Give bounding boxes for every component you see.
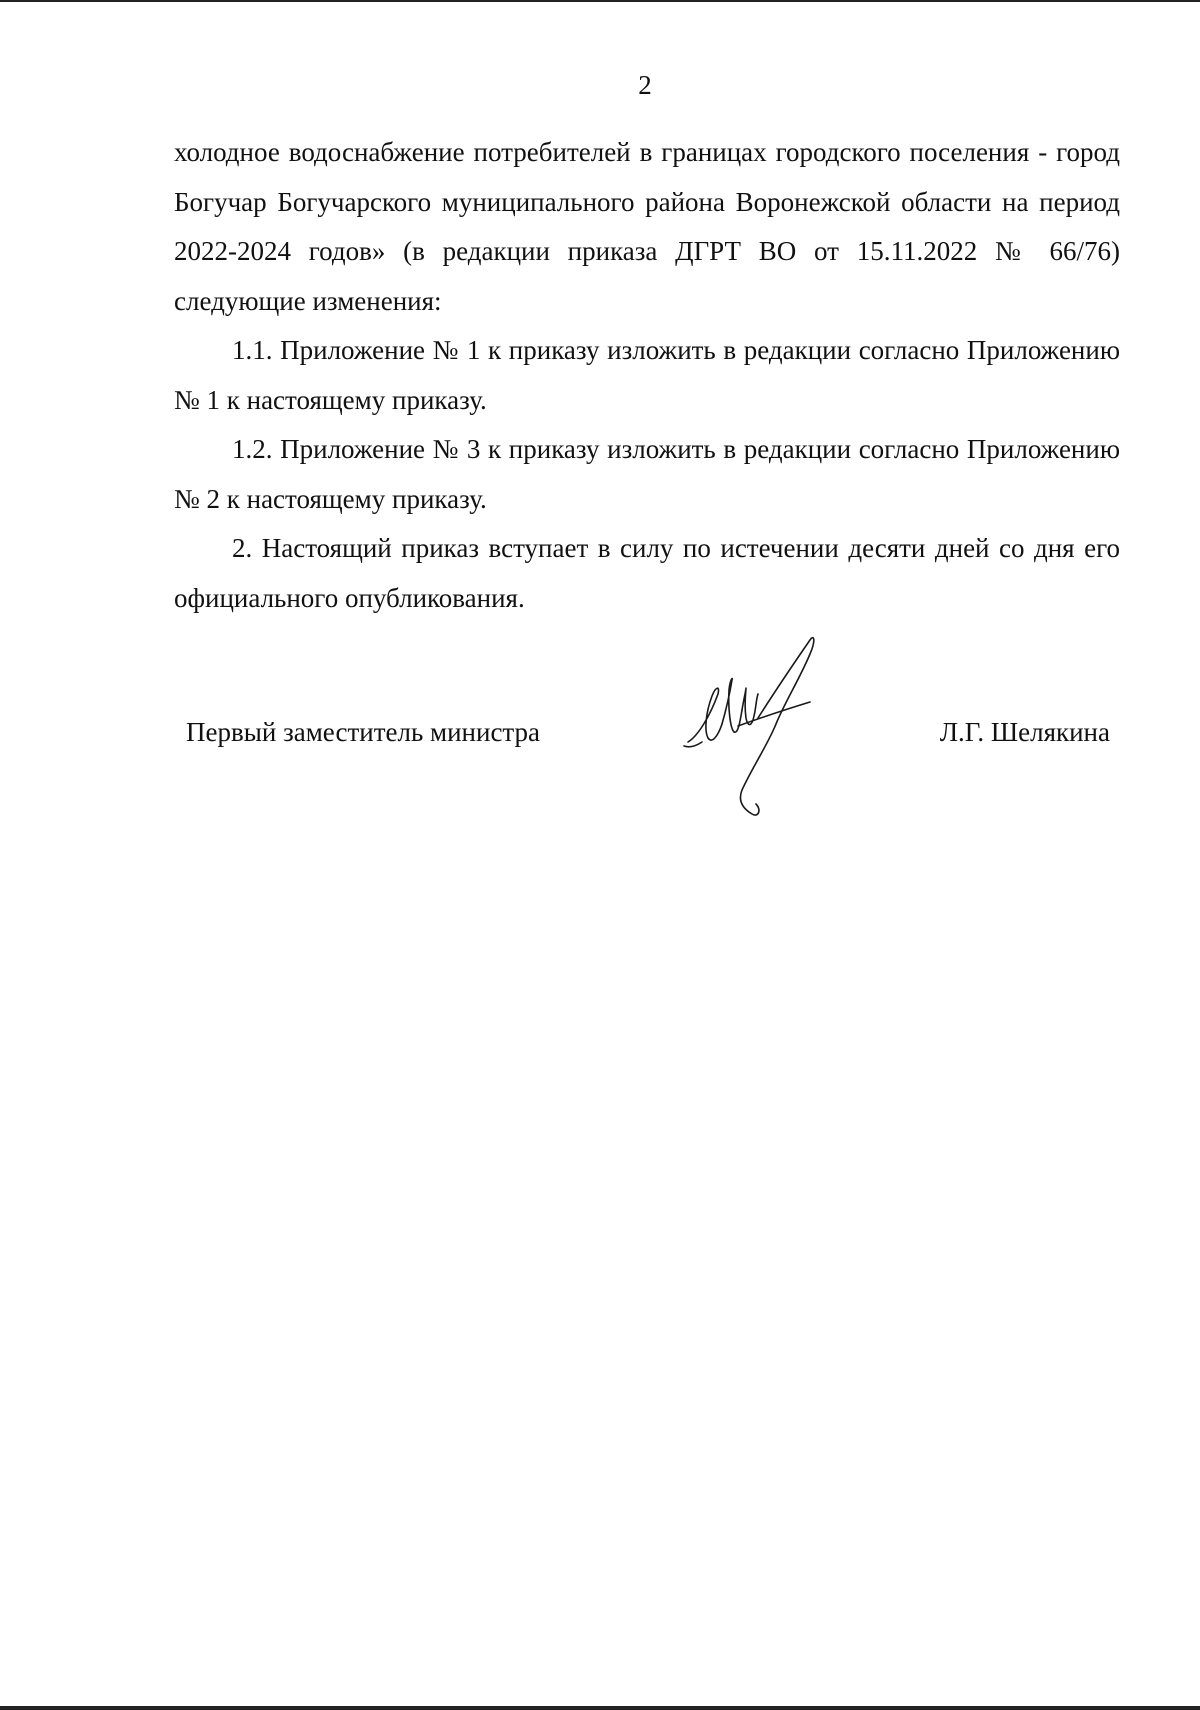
paragraph-item-1-2: 1.2. Приложение № 3 к приказу изложить в редакции согласно Приложению № 2 к настоящему приказу. <box>174 434 1120 514</box>
scan-edge-bottom <box>0 1706 1200 1710</box>
paragraph-item-1-1: 1.1. Приложение № 1 к приказу изложить в редакции согласно Приложению № 1 к настоящему приказу. <box>174 335 1120 415</box>
page-number: 2 <box>638 70 652 100</box>
paragraph-item-2: 2. Настоящий приказ вступает в силу по истечении десяти дней со дня его официального опубликования. <box>174 533 1120 613</box>
handwritten-signature-icon <box>680 632 850 820</box>
signatory-position: Первый заместитель министра <box>186 717 541 747</box>
signatory-name: Л.Г. Шелякина <box>939 717 1110 747</box>
document-body <box>174 128 1120 623</box>
paragraph-continuation: холодное водоснабжение потребителей в границах городского поселения - город Богучар Богучарского муниципального района Воронежской области на период 2022-2024 годов» (в редакции приказа ДГРТ ВО от 15.11.2022 № 66/76) следующие изменения: <box>174 137 1120 316</box>
signature-block <box>0 712 1200 752</box>
scan-edge-top <box>0 0 1200 2</box>
